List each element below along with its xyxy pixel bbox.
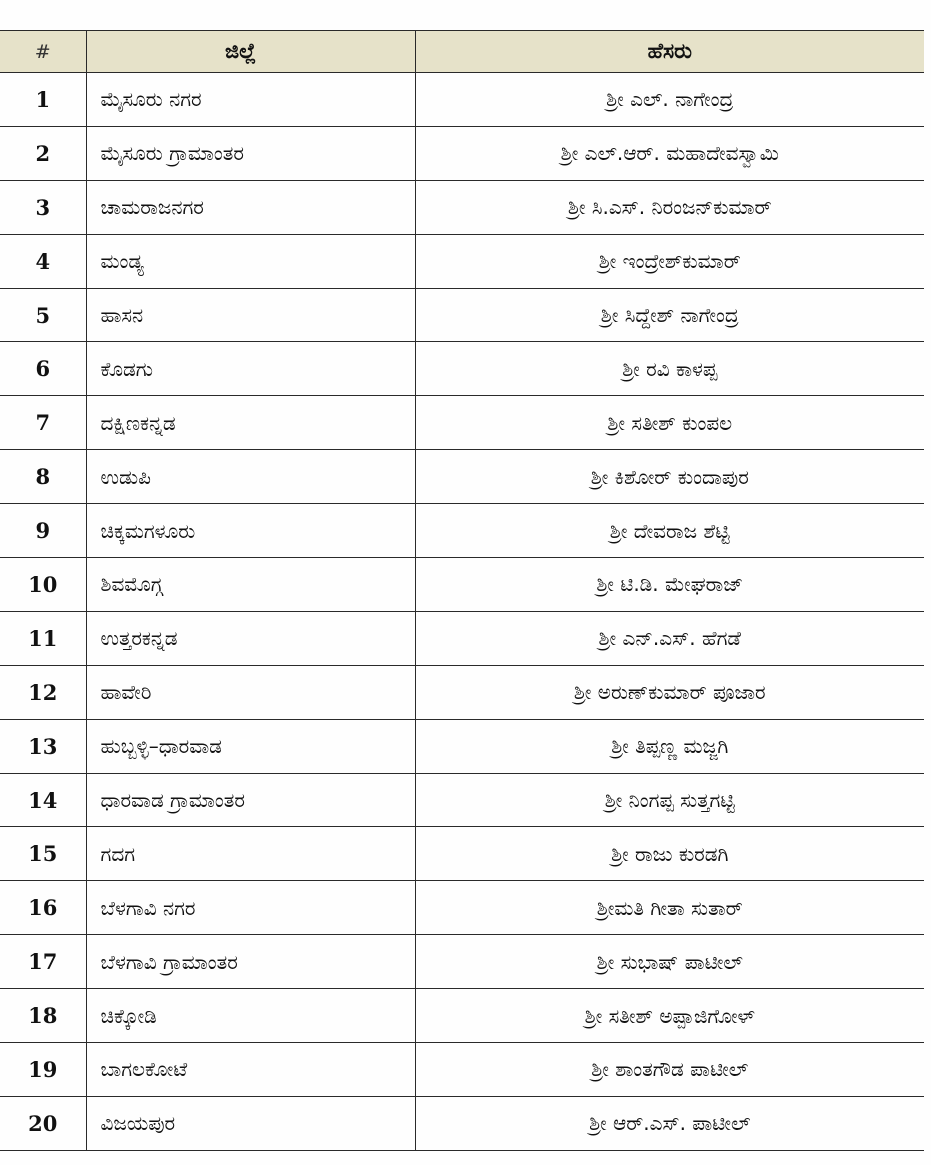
row-number: 20	[0, 1096, 86, 1150]
row-name: ಶ್ರೀ ಅರುಣ್‌ಕುಮಾರ್ ಪೂಜಾರ	[415, 665, 924, 719]
row-number: 9	[0, 504, 86, 558]
table-row	[0, 558, 924, 612]
row-name: ಶ್ರೀ ಸಿದ್ದೇಶ್ ನಾಗೇಂದ್ರ	[415, 288, 924, 342]
row-name: ಶ್ರೀ ಸಿ.ಎಸ್. ನಿರಂಜನ್‌ಕುಮಾರ್	[415, 180, 924, 234]
table-row	[0, 234, 924, 288]
row-number: 18	[0, 989, 86, 1043]
table-header	[0, 31, 924, 73]
row-name: ಶ್ರೀ ಇಂದ್ರೇಶ್‌ಕುಮಾರ್	[415, 234, 924, 288]
row-number: 16	[0, 881, 86, 935]
row-district: ಹಾಸನ	[86, 288, 415, 342]
row-number: 6	[0, 342, 86, 396]
row-name: ಶ್ರೀ ಸುಭಾಷ್ ಪಾಟೀಲ್	[415, 935, 924, 989]
row-district: ಚಿಕ್ಕಮಗಳೂರು	[86, 504, 415, 558]
row-number: 19	[0, 1043, 86, 1097]
table-row	[0, 450, 924, 504]
table-row	[0, 1096, 924, 1150]
row-number: 8	[0, 450, 86, 504]
header-name: ಹೆಸರು	[415, 31, 924, 73]
row-name: ಶ್ರೀ ಎನ್.ಎಸ್. ಹೆಗಡೆ	[415, 611, 924, 665]
row-name: ಶ್ರೀ ಎಲ್.ಆರ್. ಮಹಾದೇವಸ್ವಾಮಿ	[415, 126, 924, 180]
row-name: ಶ್ರೀ ರವಿ ಕಾಳಪ್ಪ	[415, 342, 924, 396]
row-district: ಗದಗ	[86, 827, 415, 881]
row-number: 11	[0, 611, 86, 665]
row-district: ಮೈಸೂರು ನಗರ	[86, 73, 415, 127]
row-number: 4	[0, 234, 86, 288]
row-district: ಉತ್ತರಕನ್ನಡ	[86, 611, 415, 665]
header-number: #	[0, 31, 86, 73]
row-name: ಶ್ರೀಮತಿ ಗೀತಾ ಸುತಾರ್	[415, 881, 924, 935]
table-row	[0, 288, 924, 342]
header-district: ಜಿಲ್ಲೆ	[86, 31, 415, 73]
row-name: ಶ್ರೀ ಶಾಂತಗೌಡ ಪಾಟೀಲ್	[415, 1043, 924, 1097]
district-roster-table	[0, 30, 924, 1151]
row-district: ಉಡುಪಿ	[86, 450, 415, 504]
row-number: 1	[0, 73, 86, 127]
row-name: ಶ್ರೀ ಆರ್.ಎಸ್. ಪಾಟೀಲ್	[415, 1096, 924, 1150]
table-row	[0, 126, 924, 180]
table-row	[0, 665, 924, 719]
row-district: ಬೆಳಗಾವಿ ಗ್ರಾಮಾಂತರ	[86, 935, 415, 989]
row-number: 14	[0, 773, 86, 827]
row-name: ಶ್ರೀ ತಿಪ್ಪಣ್ಣ ಮಜ್ಜಗಿ	[415, 719, 924, 773]
row-name: ಶ್ರೀ ಎಲ್. ನಾಗೇಂದ್ರ	[415, 73, 924, 127]
table-row	[0, 827, 924, 881]
table-row	[0, 773, 924, 827]
row-number: 2	[0, 126, 86, 180]
table-body	[0, 73, 924, 1151]
row-district: ಬೆಳಗಾವಿ ನಗರ	[86, 881, 415, 935]
table-row	[0, 719, 924, 773]
table-row	[0, 180, 924, 234]
row-district: ಮಂಡ್ಯ	[86, 234, 415, 288]
row-district: ಧಾರವಾಡ ಗ್ರಾಮಾಂತರ	[86, 773, 415, 827]
row-name: ಶ್ರೀ ಟಿ.ಡಿ. ಮೇಘರಾಜ್	[415, 558, 924, 612]
table-row	[0, 73, 924, 127]
row-district: ಹಾವೇರಿ	[86, 665, 415, 719]
row-district: ವಿಜಯಪುರ	[86, 1096, 415, 1150]
table-row	[0, 881, 924, 935]
row-number: 3	[0, 180, 86, 234]
row-name: ಶ್ರೀ ರಾಜು ಕುರಡಗಿ	[415, 827, 924, 881]
row-name: ಶ್ರೀ ಸತೀಶ್ ಅಪ್ಪಾಜಿಗೋಳ್	[415, 989, 924, 1043]
row-number: 12	[0, 665, 86, 719]
table-row	[0, 611, 924, 665]
row-number: 13	[0, 719, 86, 773]
row-district: ಬಾಗಲಕೋಟೆ	[86, 1043, 415, 1097]
table-row	[0, 989, 924, 1043]
row-name: ಶ್ರೀ ನಿಂಗಪ್ಪ ಸುತ್ತಗಟ್ಟಿ	[415, 773, 924, 827]
row-number: 17	[0, 935, 86, 989]
table-row	[0, 504, 924, 558]
table-row	[0, 396, 924, 450]
row-number: 5	[0, 288, 86, 342]
row-district: ಚಿಕ್ಕೋಡಿ	[86, 989, 415, 1043]
table-row	[0, 935, 924, 989]
row-district: ಕೊಡಗು	[86, 342, 415, 396]
table-row	[0, 342, 924, 396]
row-name: ಶ್ರೀ ಕಿಶೋರ್ ಕುಂದಾಪುರ	[415, 450, 924, 504]
row-number: 7	[0, 396, 86, 450]
table-row	[0, 1043, 924, 1097]
row-number: 10	[0, 558, 86, 612]
row-district: ಚಾಮರಾಜನಗರ	[86, 180, 415, 234]
row-name: ಶ್ರೀ ಸತೀಶ್ ಕುಂಪಲ	[415, 396, 924, 450]
row-district: ದಕ್ಷಿಣಕನ್ನಡ	[86, 396, 415, 450]
row-district: ಶಿವಮೊಗ್ಗ	[86, 558, 415, 612]
row-district: ಮೈಸೂರು ಗ್ರಾಮಾಂತರ	[86, 126, 415, 180]
row-district: ಹುಬ್ಬಳ್ಳಿ–ಧಾರವಾಡ	[86, 719, 415, 773]
header-row	[0, 31, 924, 73]
row-number: 15	[0, 827, 86, 881]
row-name: ಶ್ರೀ ದೇವರಾಜ ಶೆಟ್ಟಿ	[415, 504, 924, 558]
